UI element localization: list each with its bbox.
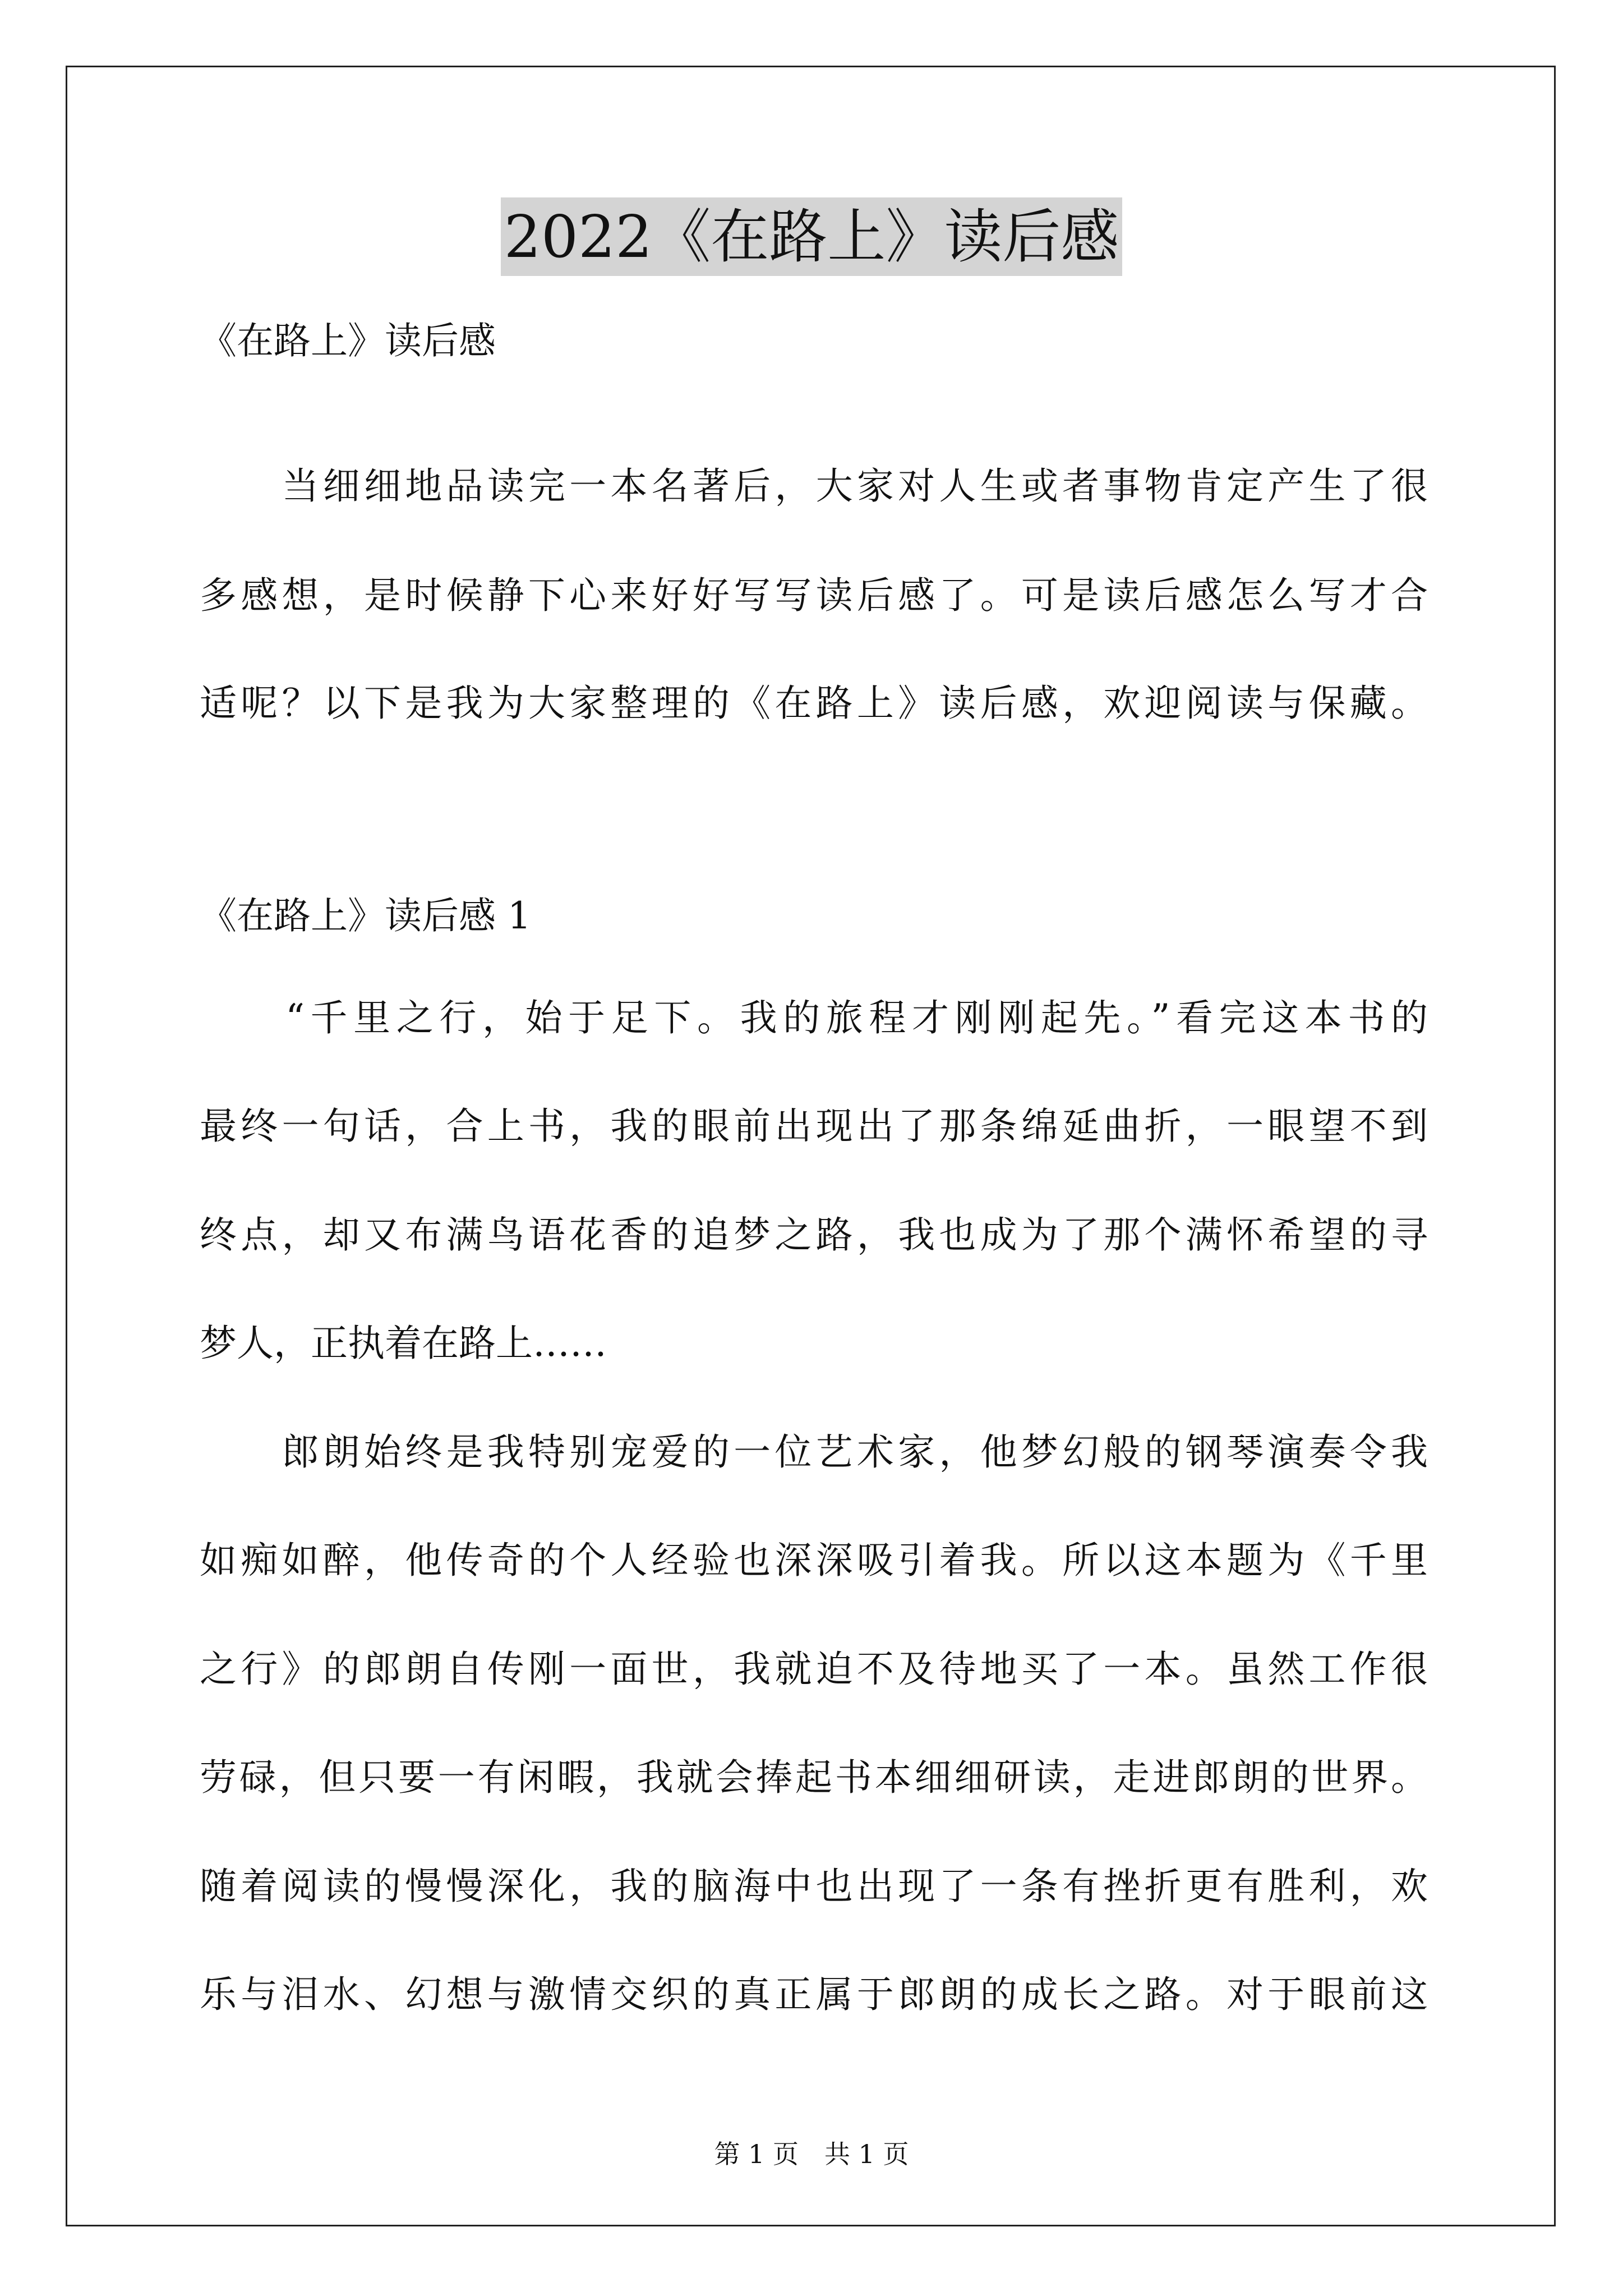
paragraph-line: 当细细地品读完一本名著后，大家对人生或者事物肯定产生了很: [200, 464, 1428, 508]
paragraph-line: 适呢？以下是我为大家整理的《在路上》读后感，欢迎阅读与保藏。: [200, 682, 1428, 725]
paragraph-line: 郎朗始终是我特别宠爱的一位艺术家，他梦幻般的钢琴演奏令我: [200, 1430, 1428, 1474]
paragraph-line: 乐与泪水、幻想与激情交织的真正属于郎朗的成长之路。对于眼前这: [200, 1973, 1428, 2016]
document-title: 2022《在路上》读后感: [501, 197, 1123, 276]
paragraph-line: 最终一句话，合上书，我的眼前出现出了那条绵延曲折，一眼望不到: [200, 1105, 1428, 1148]
paragraph-line: “千里之行，始于足下。我的旅程才刚刚起先。”看完这本书的: [200, 996, 1428, 1039]
page-footer: 第 1 页 共 1 页: [714, 2139, 909, 2169]
paragraph-line: 多感想，是时候静下心来好好写写读后感了。可是读后感怎么写才合: [200, 574, 1428, 617]
paragraph-line: 终点，却又布满鸟语花香的追梦之路，我也成为了那个满怀希望的寻: [200, 1213, 1428, 1257]
section-heading: 《在路上》读后感 1: [200, 894, 531, 937]
paragraph-line: 如痴如醉，他传奇的个人经验也深深吸引着我。所以这本题为《千里: [200, 1539, 1428, 1582]
section-heading: 《在路上》读后感: [200, 319, 496, 362]
paragraph-line: 之行》的郎朗自传刚一面世，我就迫不及待地买了一本。虽然工作很: [200, 1648, 1428, 1691]
paragraph-line: 梦人，正执着在路上……: [200, 1322, 607, 1365]
paragraph-line: 劳碌，但只要一有闲暇，我就会捧起书本细细研读，走进郎朗的世界。: [200, 1756, 1428, 1799]
title-container: [0, 197, 1623, 276]
paragraph-line: 随着阅读的慢慢深化，我的脑海中也出现了一条有挫折更有胜利，欢: [200, 1865, 1428, 1908]
